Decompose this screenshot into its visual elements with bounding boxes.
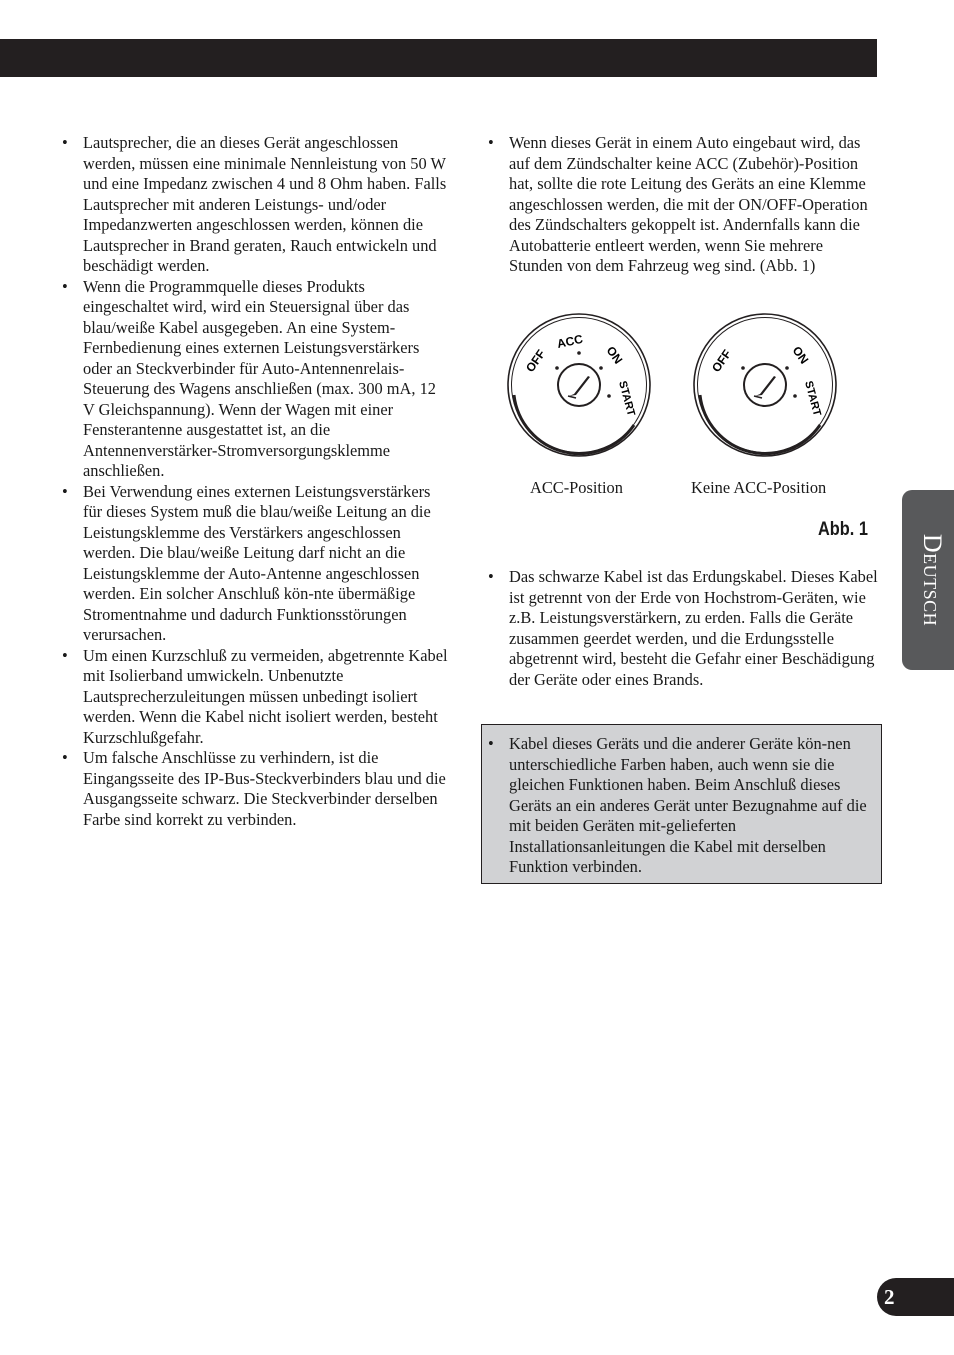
- caption-acc-position: ACC-Position: [530, 478, 623, 497]
- right-column-top: [488, 133, 878, 277]
- switch-start-label: START: [802, 379, 823, 418]
- switch-off-label: OFF: [522, 347, 549, 375]
- switch-off-label: OFF: [708, 347, 735, 375]
- caption-no-acc-position: Keine ACC-Position: [691, 478, 827, 497]
- bullet-ip-bus-connectors: • Um falsche Anschlüsse zu verhindern, ist die Eingangsseite des IP-Bus-Steckverbinders blau und die Ausgangsseite schwarz. Die Steckverbinder derselben Farbe sind korrekt zu verbinden.: [62, 748, 450, 830]
- left-column: [62, 133, 450, 830]
- ignition-switch-acc-icon: [504, 310, 654, 460]
- bullet-cable-colors-note: • Kabel dieses Geräts und die anderer Geräte kön-nen unterschiedliche Farben haben, auch wenn sie die gleichen Funktionen haben. Beim Anschluß dieses Geräts an ein anderes Gerät unter Bezugnahme auf die mit beiden Geräten mit-gelieferten Installationsanleitungen die Kabel mit derselben Funktion verbinden.: [488, 734, 875, 878]
- language-tab-label: Deutsch: [918, 533, 947, 627]
- switch-start-label: START: [616, 379, 637, 418]
- right-column-middle: [488, 567, 878, 690]
- bullet-external-amplifier: • Bei Verwendung eines externen Leistungsverstärkers für dieses System muß die blau/weiße Leitung an die Leistungsklemme des Verstärkers angeschlossen werden. Die blau/weiße Leitung darf nicht an die Leistungsklemme der Auto-Antenne angeschlossen werden. Ein solcher Anschluß kön-nte übermäßige Stromentnahme und dadurch Funktionsstörungen verursachen.: [62, 482, 450, 646]
- language-tab: [902, 490, 954, 670]
- ignition-switch-no-acc-icon: [690, 310, 840, 460]
- right-top-bullet-list: [488, 133, 878, 277]
- header-bar: [0, 39, 877, 77]
- right-mid-bullet-list: [488, 567, 878, 690]
- note-box: [481, 724, 882, 884]
- bullet-acc-position: • Wenn dieses Gerät in einem Auto eingebaut wird, das auf dem Zündschalter keine ACC (Zubehör)-Position hat, sollte die rote Leitung des Geräts an eine Klemme angeschlossen werden, die mit der ON/OFF-Operation des Zündschalters gekoppelt ist. Andernfalls kann die Autobatterie entleert werden, wenn Sie mehrere Stunden von dem Fahrzeug weg sind. (Abb. 1): [488, 133, 878, 277]
- note-bullet-list: [488, 734, 875, 878]
- left-bullet-list: [62, 133, 450, 830]
- bullet-speaker-power: • Lautsprecher, die an dieses Gerät angeschlossen werden, müssen eine minimale Nennleistung von 50 W und eine Impedanz zwischen 4 und 8 Ohm haben. Falls Lautsprecher mit anderen Leistungs- und/oder Impedanzwerten angeschlossen werden, können die Lautsprecher in Brand geraten, Rauch entwickeln und beschädigt werden.: [62, 133, 450, 277]
- bullet-ground-cable: • Das schwarze Kabel ist das Erdungskabel. Dieses Kabel ist getrennt von der Erde von Hochstrom-Geräten, wie z.B. Leistungsverstärkern, zu erden. Falls die Geräte zusammen geerdet werden, und die Erdungsstelle abgetrennt wird, besteht die Gefahr einer Beschädigung der Geräte oder eines Brands.: [488, 567, 878, 690]
- ignition-figure: [500, 308, 860, 503]
- switch-acc-label: ACC: [555, 331, 585, 351]
- page-number: 2: [884, 1285, 895, 1309]
- bullet-short-circuit: • Um einen Kurzschluß zu vermeiden, abgetrennte Kabel mit Isolierband umwickeln. Unbenutzte Lautsprecherzuleitungen müssen unbedingt isoliert werden. Wenn die Kabel nicht isoliert werden, besteht Kurzschlußgefahr.: [62, 646, 450, 749]
- switch-on-label: ON: [789, 343, 812, 367]
- figure-label: Abb. 1: [818, 519, 868, 540]
- switch-on-label: ON: [603, 343, 626, 367]
- bullet-control-signal: • Wenn die Programmquelle dieses Produkts eingeschaltet wird, wird ein Steuersignal über das blau/weiße Kabel ausgegeben. An eine System-Fernbedienung eines externen Leistungsverstärkers oder an Steckverbinder für Auto-Antennenrelais-Steuerung des Wagens anschließen (max. 300 mA, 12 V Gleichspannung). Wenn der Wagen mit einer Fensterantenne ausgestattet ist, an die Antennenverstärker-Stromversorgungsklemme anschließen.: [62, 277, 450, 482]
